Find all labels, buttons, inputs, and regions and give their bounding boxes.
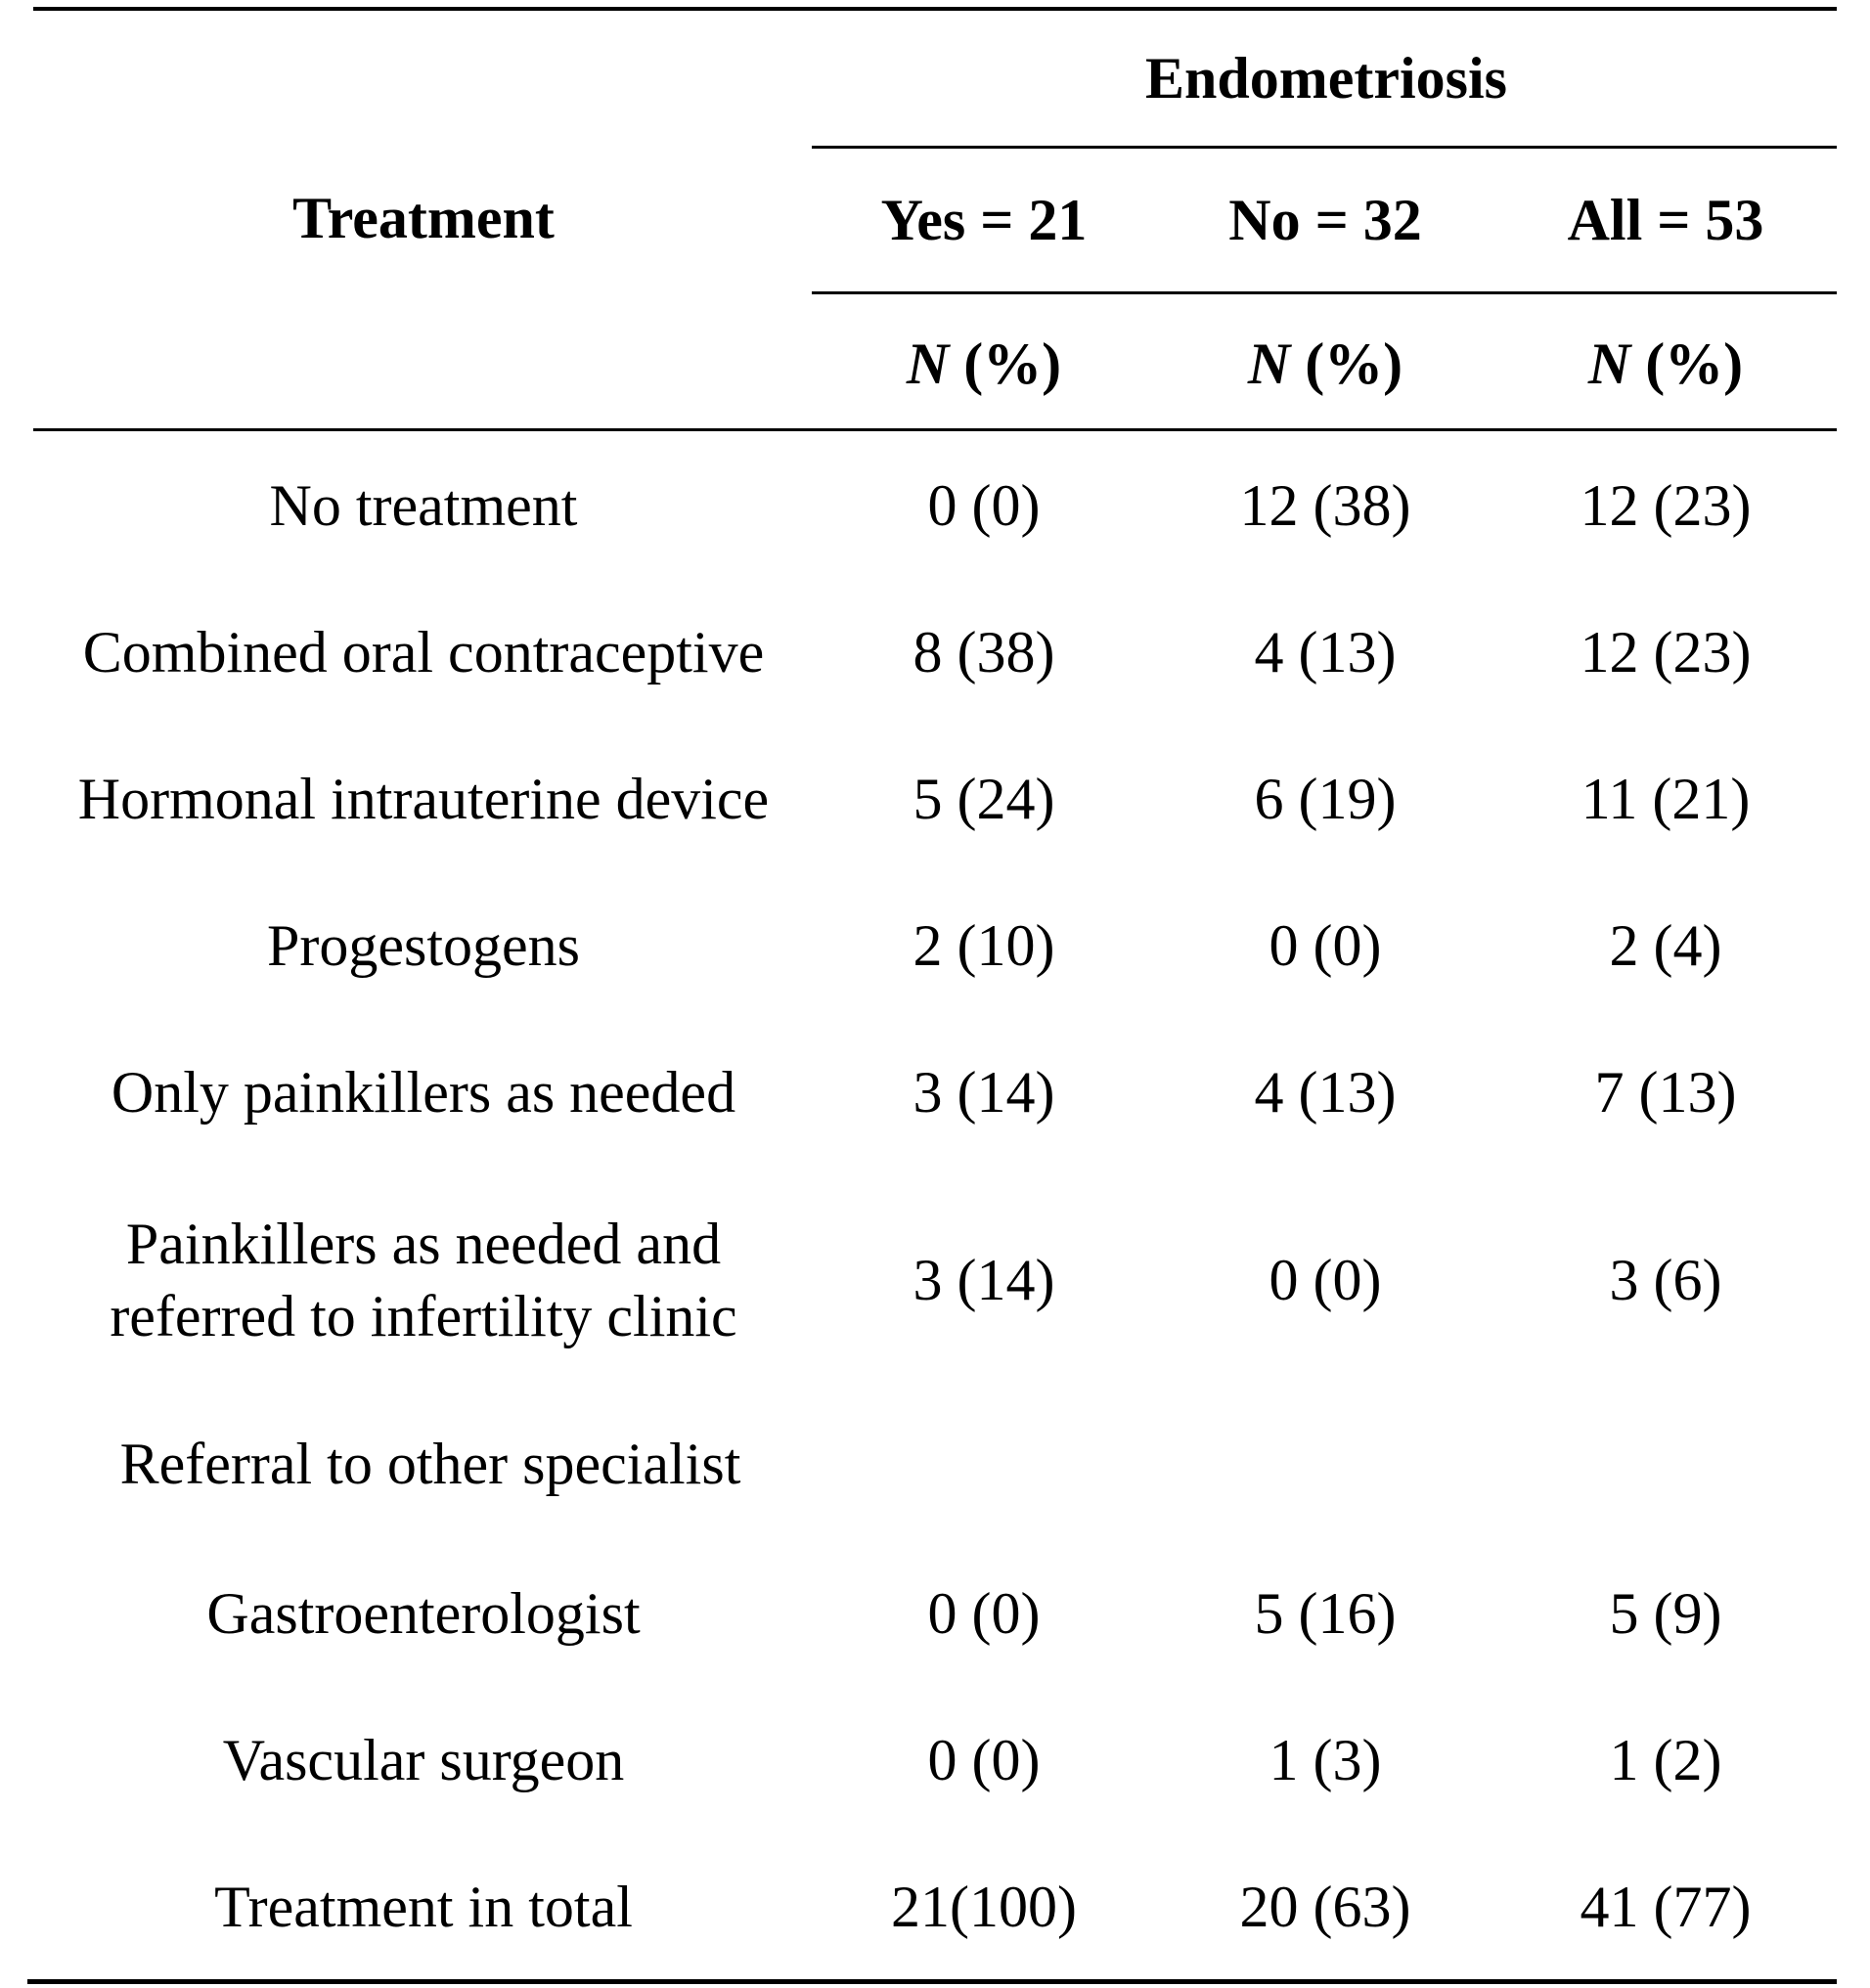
cell-all: 41 (77) xyxy=(1580,1875,1752,1939)
unit-n: N xyxy=(1247,331,1291,396)
unit-header-all xyxy=(1588,328,1743,400)
treatment-column-header: Treatment xyxy=(292,186,555,250)
row-label-only-painkillers: Only painkillers as needed xyxy=(111,1060,736,1125)
unit-n: N xyxy=(1587,331,1631,396)
cell-no: 4 (13) xyxy=(1254,620,1397,685)
row-label-gastroenterologist: Gastroenterologist xyxy=(206,1581,641,1646)
cell-no: 20 (63) xyxy=(1239,1875,1411,1939)
cell-yes: 3 (14) xyxy=(913,1248,1055,1312)
cell-yes: 0 (0) xyxy=(927,1728,1041,1792)
cell-no: 0 (0) xyxy=(1269,1248,1382,1312)
cell-no: 5 (16) xyxy=(1254,1581,1397,1646)
row-label-no-treatment: No treatment xyxy=(269,473,578,538)
header-bottom-rule xyxy=(33,428,1837,431)
cell-all: 12 (23) xyxy=(1580,473,1752,538)
bottom-rule xyxy=(27,1979,1837,1984)
cell-all: 11 (21) xyxy=(1581,767,1751,831)
cell-all: 7 (13) xyxy=(1594,1060,1737,1125)
row-label-vascular-surgeon: Vascular surgeon xyxy=(222,1728,625,1792)
row-label-combined-oral-contraceptive: Combined oral contraceptive xyxy=(82,620,765,685)
group-rule xyxy=(812,146,1837,149)
row-label-line: referred to infertility clinic xyxy=(110,1284,737,1348)
cell-yes: 0 (0) xyxy=(927,473,1041,538)
unit-pct: (%) xyxy=(1630,331,1744,396)
column-header-no: No = 32 xyxy=(1228,188,1422,252)
cell-no: 12 (38) xyxy=(1239,473,1411,538)
cell-all: 1 (2) xyxy=(1609,1728,1722,1792)
cell-all: 2 (4) xyxy=(1609,913,1722,978)
unit-pct: (%) xyxy=(1290,331,1403,396)
cell-no: 4 (13) xyxy=(1254,1060,1397,1125)
group-header-endometriosis: Endometriosis xyxy=(1144,46,1508,110)
row-label-line: Painkillers as needed and xyxy=(125,1212,722,1276)
cell-all: 5 (9) xyxy=(1609,1581,1722,1646)
top-rule xyxy=(33,7,1837,11)
column-header-yes: Yes = 21 xyxy=(880,188,1088,252)
unit-n: N xyxy=(906,331,950,396)
cell-no: 6 (19) xyxy=(1254,767,1397,831)
cell-yes: 0 (0) xyxy=(927,1581,1041,1646)
cell-yes: 3 (14) xyxy=(913,1060,1055,1125)
row-label-referral-section: Referral to other specialist xyxy=(119,1432,741,1496)
unit-pct: (%) xyxy=(949,331,1062,396)
column-header-all: All = 53 xyxy=(1567,188,1764,252)
unit-header-no xyxy=(1248,328,1402,400)
column-rule xyxy=(812,291,1837,294)
cell-no: 1 (3) xyxy=(1269,1728,1382,1792)
cell-yes: 5 (24) xyxy=(913,767,1055,831)
row-label-progestogens: Progestogens xyxy=(267,913,580,978)
cell-all: 12 (23) xyxy=(1580,620,1752,685)
unit-header-yes xyxy=(907,328,1061,400)
row-label-treatment-in-total: Treatment in total xyxy=(214,1875,633,1939)
cell-yes: 8 (38) xyxy=(913,620,1055,685)
cell-yes: 2 (10) xyxy=(913,913,1055,978)
cell-no: 0 (0) xyxy=(1269,913,1382,978)
row-label-painkillers-infertility xyxy=(110,1208,736,1352)
cell-all: 3 (6) xyxy=(1609,1248,1722,1312)
cell-yes: 21(100) xyxy=(891,1875,1077,1939)
row-label-hormonal-intrauterine-device: Hormonal intrauterine device xyxy=(77,767,770,831)
